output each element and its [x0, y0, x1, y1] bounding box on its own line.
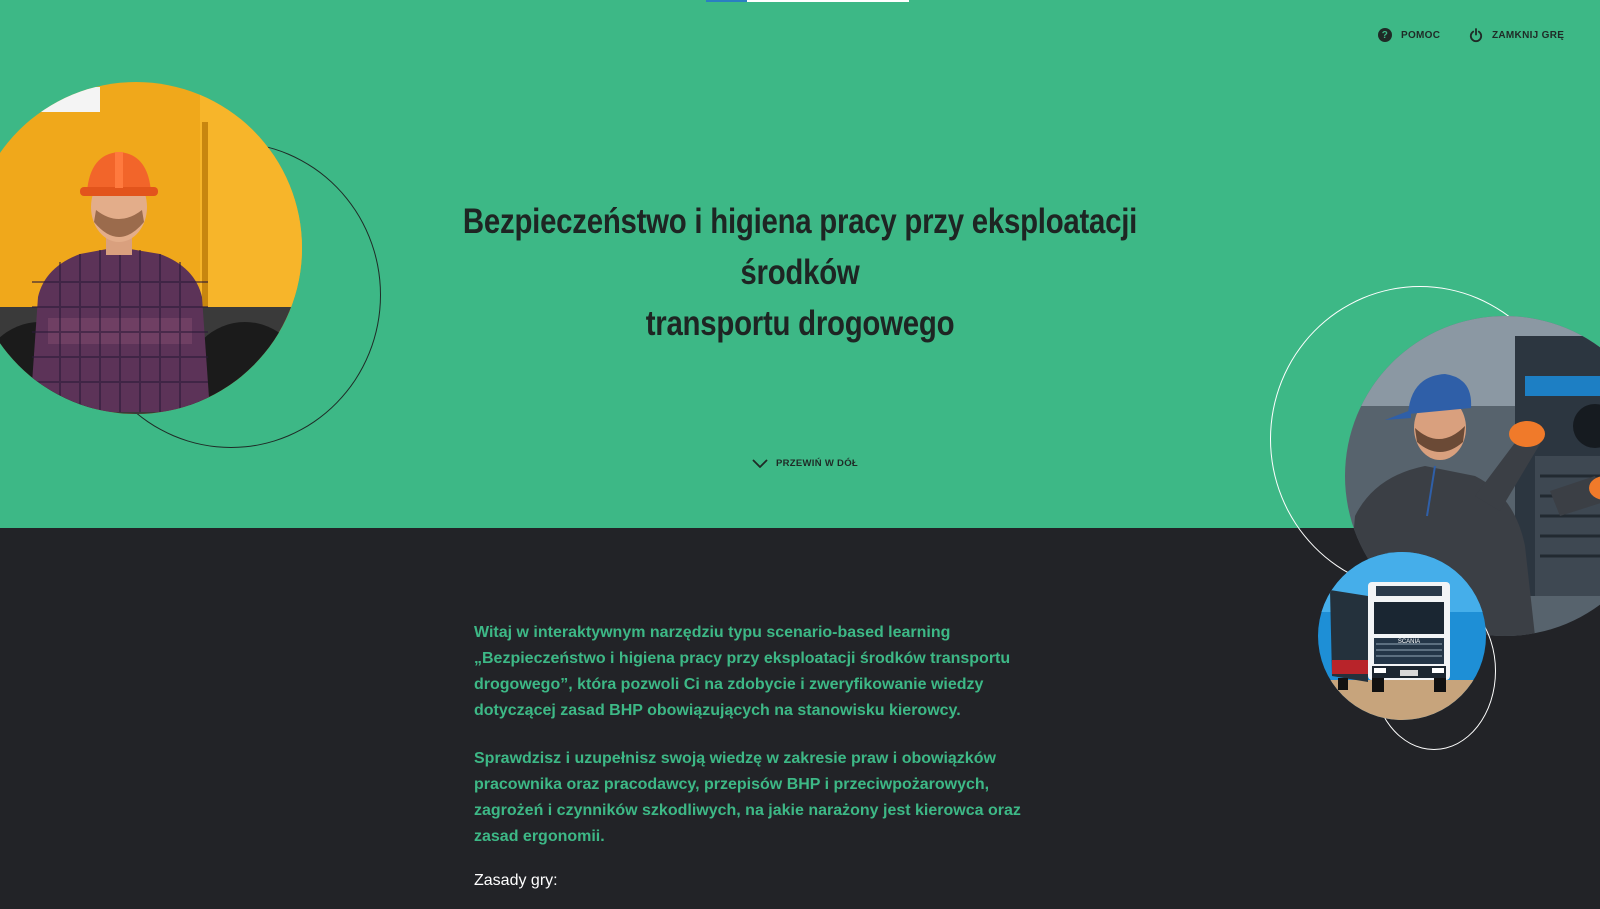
truck-brand-text: SCANIA — [1397, 639, 1421, 645]
page-title-line-2: transportu drogowego — [645, 304, 955, 343]
page-title — [447, 196, 1153, 349]
power-icon — [1469, 28, 1483, 43]
help-button[interactable] — [1378, 28, 1440, 42]
chevron-down-icon — [752, 459, 768, 469]
truck-photo — [1318, 552, 1486, 720]
intro-paragraph: Witaj w interaktywnym narzędziu typu scenario-based learning „Bezpieczeństwo i higiena pracy przy eksploatacji środków transportu drogowego”, która pozwoli Ci na zdobycie i zweryfikowanie wiedzy dotyczącej zasad BHP obowiązujących na stanowisku kierowcy. — [474, 624, 1011, 719]
help-icon: ? — [1378, 28, 1392, 42]
help-label: POMOC — [1401, 29, 1441, 41]
close-game-button[interactable] — [1469, 28, 1564, 43]
page-title-line-1: Bezpieczeństwo i higiena pracy przy eksploatacji środków — [462, 202, 1138, 292]
intro-text — [474, 620, 1044, 872]
scroll-down-button[interactable] — [752, 458, 858, 469]
intro-paragraph: Sprawdzisz i uzupełnisz swoją wiedzę w zakresie praw i obowiązków pracownika oraz pracodawcy, przepisów BHP i przeciwpożarowych, zagrożeń i czynników szkodliwych, na jakie narażony jest kierowca oraz zasad ergonomii. — [474, 750, 1021, 845]
progress-bar-fill — [706, 0, 747, 2]
rules-heading: Zasady gry: — [474, 872, 558, 889]
progress-bar — [706, 0, 909, 2]
scroll-down-label: PRZEWIŃ W DÓŁ — [776, 458, 859, 469]
close-game-label: ZAMKNIJ GRĘ — [1492, 30, 1565, 41]
